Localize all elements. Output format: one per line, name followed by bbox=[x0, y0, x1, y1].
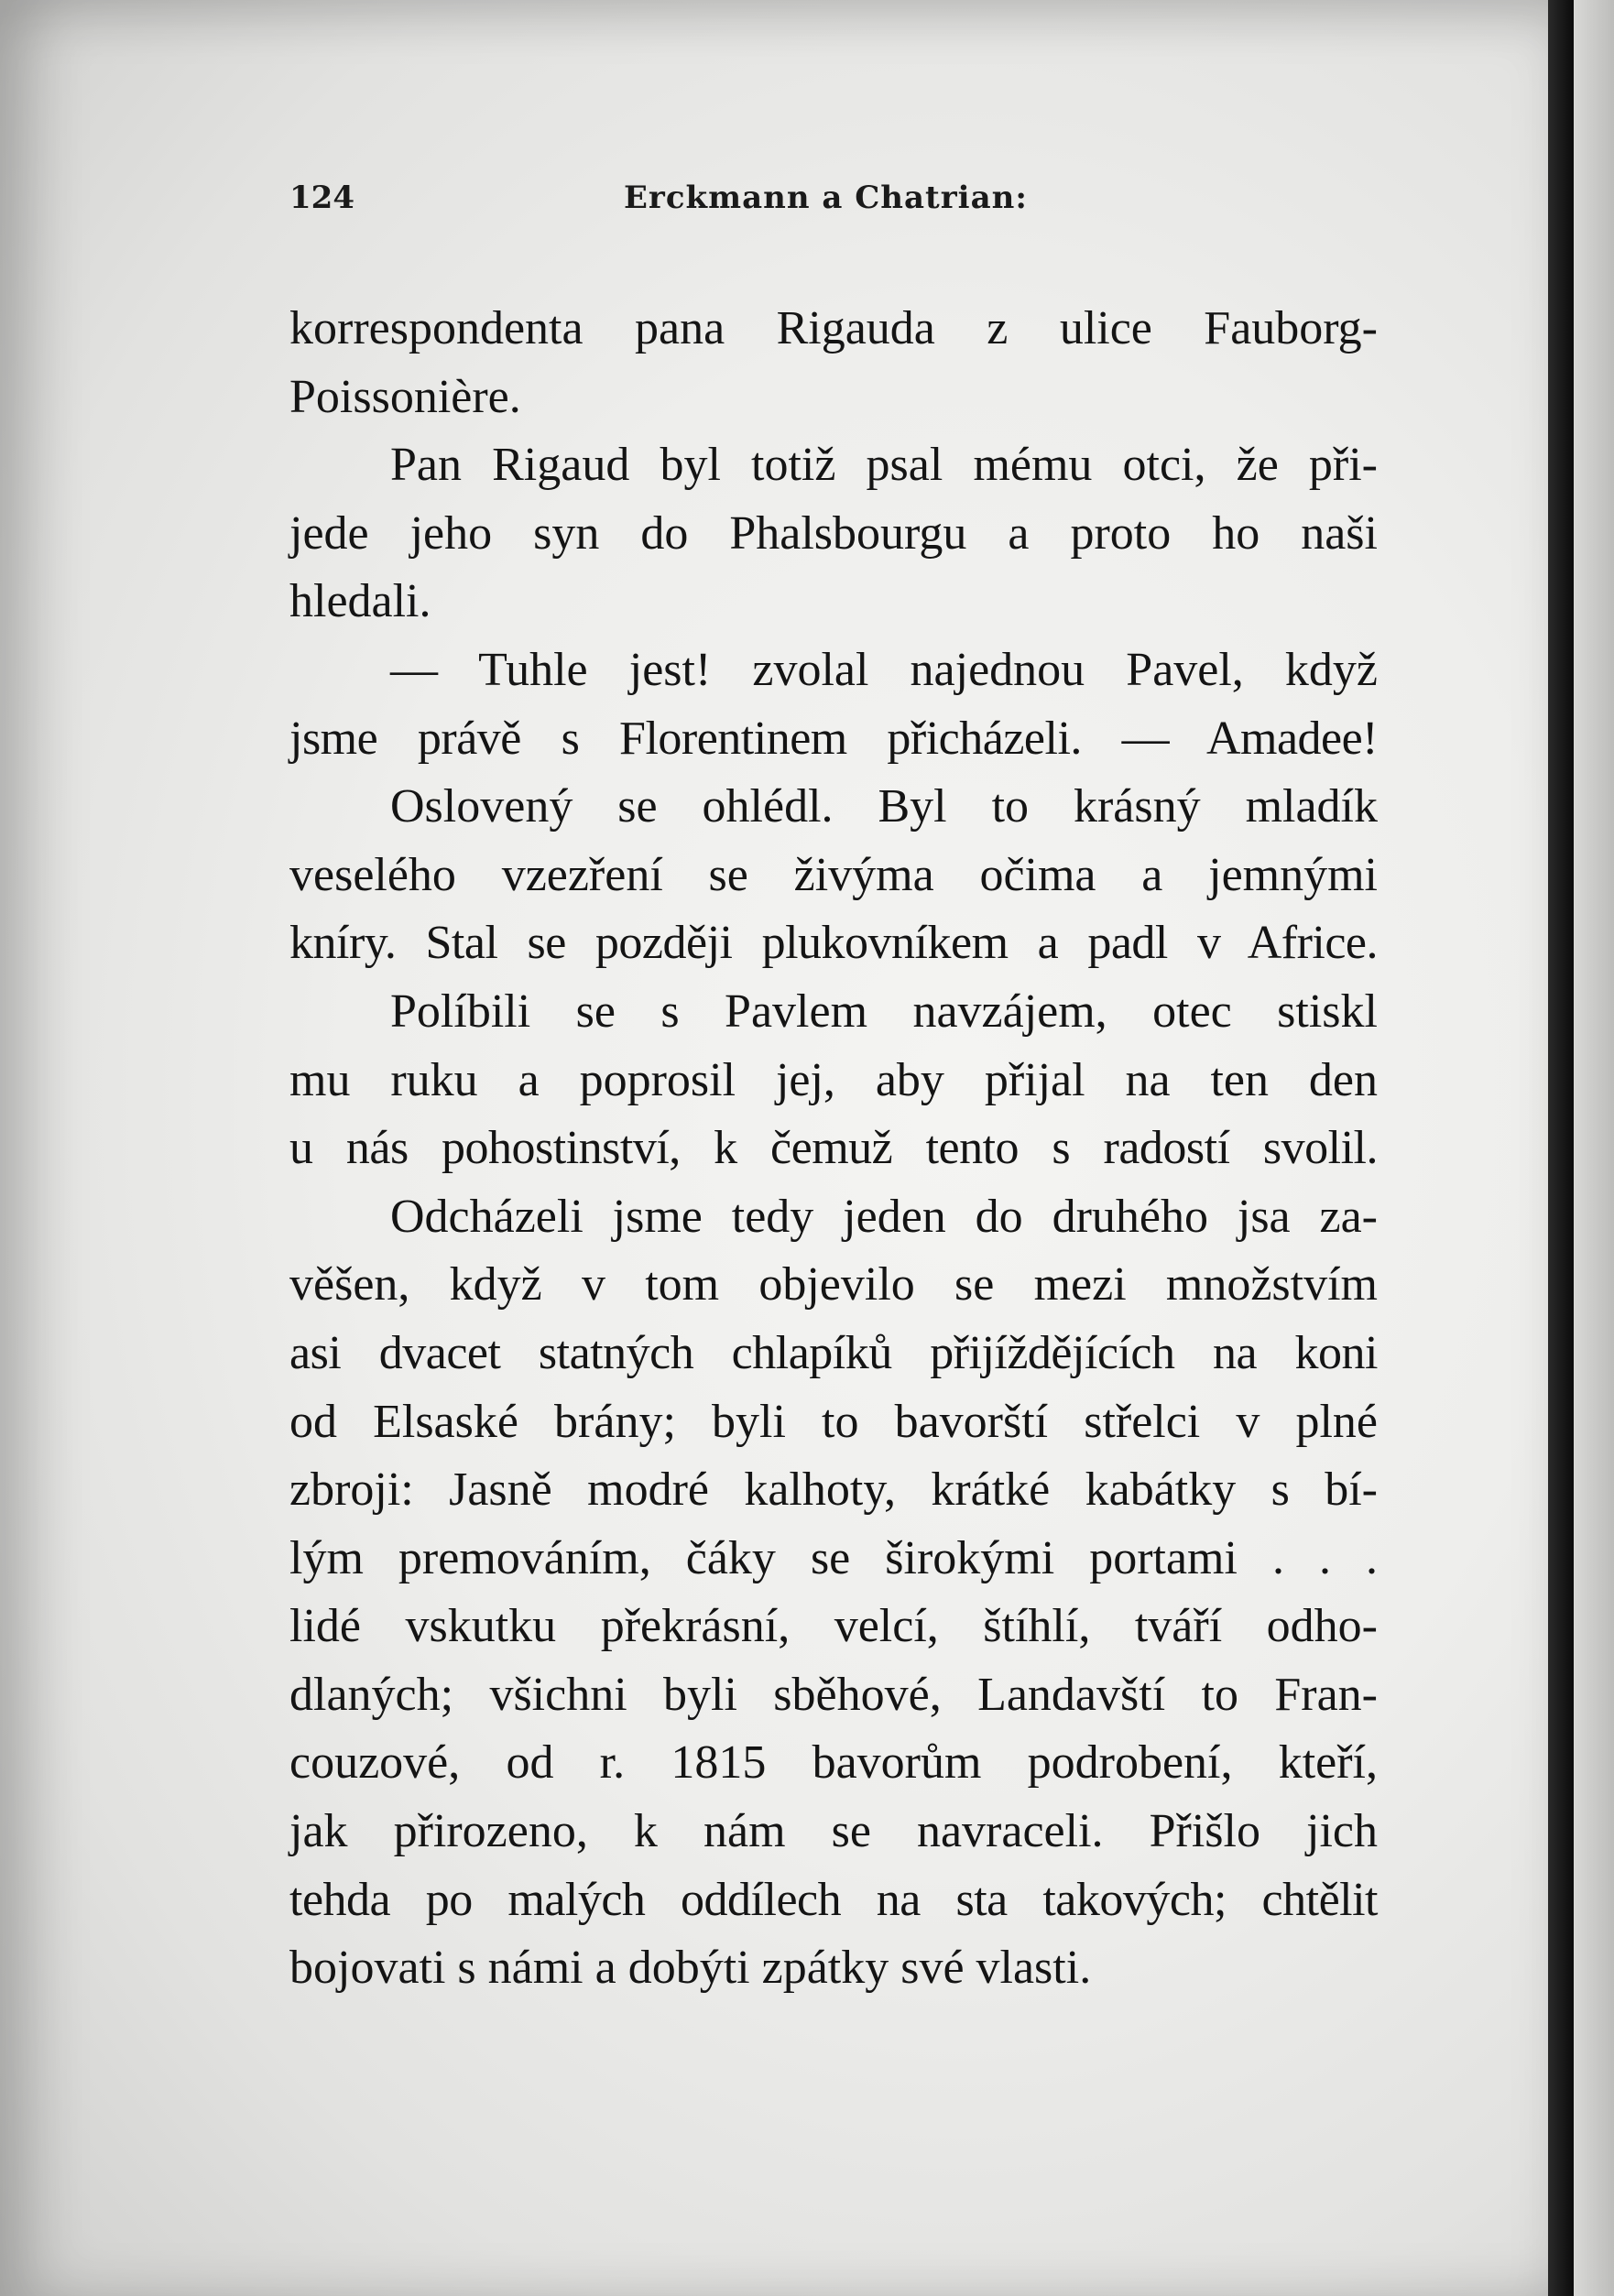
text-line: lidé vskutku překrásní, velcí, štíhlí, tváří odho- bbox=[289, 1600, 1378, 1653]
running-head: Erckmann a Chatrian: bbox=[624, 180, 1028, 216]
text-line: u nás pohostinství, k čemuž tento s radostí svolil. bbox=[289, 1122, 1378, 1175]
text-line: zbroji: Jasně modré kalhoty, krátké kabátky s bí- bbox=[289, 1464, 1378, 1517]
text-line: kníry. Stal se později plukovníkem a padl v Africe. bbox=[289, 917, 1378, 970]
body-text bbox=[289, 295, 1378, 2003]
text-line: lým premováním, čáky se širokými portami . . . bbox=[289, 1531, 1378, 1584]
text-line: Poissonière. bbox=[289, 370, 521, 423]
text-line: mu ruku a poprosil jej, aby přijal na ten den bbox=[289, 1053, 1378, 1106]
text-line: věšen, když v tom objevilo se mezi množstvím bbox=[289, 1258, 1378, 1311]
book-gutter-shadow bbox=[1548, 0, 1574, 2296]
text-line: jsme právě s Florentinem přicházeli. — Amadee! bbox=[289, 712, 1378, 765]
text-line: korrespondenta pana Rigauda z ulice Fauborg- bbox=[289, 302, 1378, 354]
text-line: dlaných; všichni byli sběhové, Landavští to Fran- bbox=[289, 1668, 1378, 1721]
text-line: Oslovený se ohlédl. Byl to krásný mladík bbox=[390, 780, 1378, 833]
text-line: Pan Rigaud byl totiž psal mému otci, že při- bbox=[390, 439, 1378, 492]
text-line: Políbili se s Pavlem navzájem, otec stiskl bbox=[390, 985, 1378, 1038]
text-line: od Elsaské brány; byli to bavorští střelci v plné bbox=[289, 1395, 1378, 1448]
text-line: Odcházeli jsme tedy jeden do druhého jsa za- bbox=[390, 1190, 1378, 1243]
page-number: 124 bbox=[289, 180, 354, 216]
text-line: veselého vzezření se živýma očima a jemnými bbox=[289, 848, 1378, 901]
text-line: hledali. bbox=[289, 575, 431, 628]
text-line: jak přirozeno, k nám se navraceli. Přišlo jich bbox=[289, 1805, 1378, 1858]
page-header bbox=[289, 180, 1380, 234]
text-line: tehda po malých oddílech na sta takových; chtělit bbox=[289, 1873, 1378, 1926]
next-page-edge bbox=[1574, 0, 1614, 2296]
text-line: — Tuhle jest! zvolal najednou Pavel, když bbox=[390, 643, 1378, 696]
text-line: bojovati s námi a dobýti zpátky své vlasti. bbox=[289, 1942, 1092, 1995]
text-line: jede jeho syn do Phalsbourgu a proto ho naši bbox=[289, 506, 1378, 560]
text-line: couzové, od r. 1815 bavorům podrobení, kteří, bbox=[289, 1736, 1378, 1790]
text-line: asi dvacet statných chlapíků přijíždějících na koni bbox=[289, 1326, 1378, 1379]
